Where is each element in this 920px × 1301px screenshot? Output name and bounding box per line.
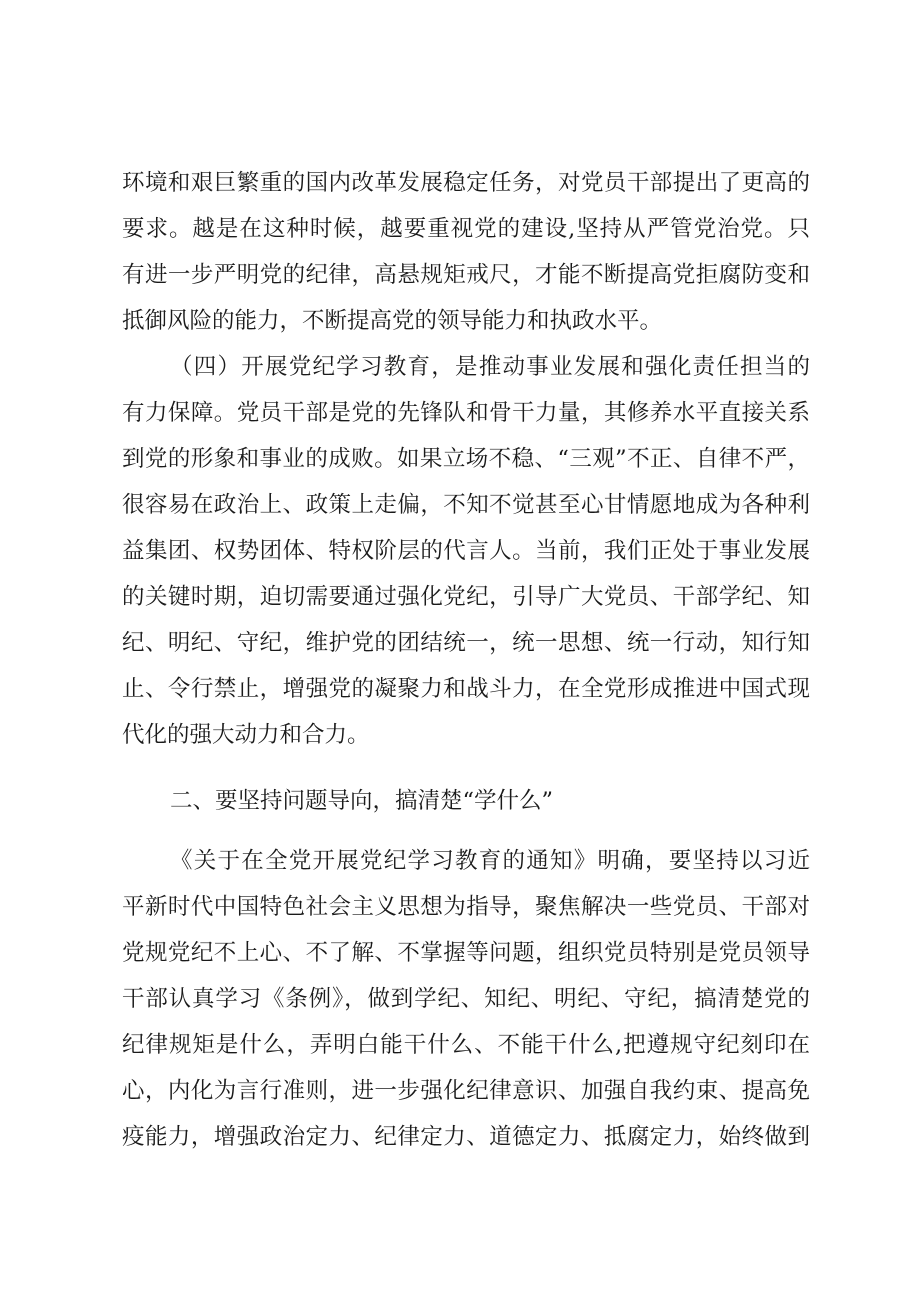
text-line: 环境和艰巨繁重的国内改革发展稳定任务，对党员干部提出了更高的 xyxy=(122,170,810,196)
paragraph-1 xyxy=(122,160,810,344)
paragraph-2 xyxy=(122,344,810,758)
text-line: 有进一步严明党的纪律，高悬规矩戒尺，才能不断提高党拒腐防变和 xyxy=(122,262,810,288)
text-line: 平新时代中国特色社会主义思想为指导，聚焦解决一些党员、干部对 xyxy=(122,894,810,920)
paragraph-3 xyxy=(122,838,810,1160)
text-line: 抵御风险的能力，不断提高党的领导能力和执政水平。 xyxy=(122,308,663,334)
text-line: 有力保障。党员干部是党的先锋队和骨干力量，其修养水平直接关系 xyxy=(122,400,810,426)
text-line: 止、令行禁止，增强党的凝聚力和战斗力，在全党形成推进中国式现 xyxy=(122,676,810,702)
section-heading: 二、要坚持问题导向，搞清楚“学什么” xyxy=(170,788,554,814)
text-line: （四）开展党纪学习教育，是推动事业发展和强化责任担当的 xyxy=(170,354,810,380)
text-line: 《关于在全党开展党纪学习教育的通知》明确，要坚持以习近 xyxy=(170,848,810,874)
text-line: 纪、明纪、守纪，维护党的团结统一，统一思想、统一行动，知行知 xyxy=(122,630,810,656)
spacer xyxy=(122,758,810,778)
text-line: 的关键时期，迫切需要通过强化党纪，引导广大党员、干部学纪、知 xyxy=(122,584,810,610)
text-line: 疫能力，增强政治定力、纪律定力、道德定力、抵腐定力，始终做到 xyxy=(122,1124,810,1150)
text-line: 代化的强大动力和合力。 xyxy=(122,722,370,748)
text-line: 心，内化为言行准则，进一步强化纪律意识、加强自我约束、提高免 xyxy=(122,1078,810,1104)
text-line: 党规党纪不上心、不了解、不掌握等问题，组织党员特别是党员领导 xyxy=(122,940,810,966)
text-line: 干部认真学习《条例》，做到学纪、知纪、明纪、守纪，搞清楚党的 xyxy=(122,986,810,1012)
spacer xyxy=(122,824,810,838)
text-line: 纪律规矩是什么，弄明白能干什么、不能干什么,把遵规守纪刻印在 xyxy=(122,1032,810,1058)
text-line: 到党的形象和事业的成败。如果立场不稳、“三观”不正、自律不严， xyxy=(122,446,810,472)
text-line: 很容易在政治上、政策上走偏，不知不觉甚至心甘情愿地成为各种利 xyxy=(122,492,810,518)
text-line: 益集团、权势团体、特权阶层的代言人。当前，我们正处于事业发展 xyxy=(122,538,810,564)
text-line: 要求。越是在这种时候，越要重视党的建设,坚持从严管党治党。只 xyxy=(122,216,810,242)
document-body xyxy=(122,160,810,1160)
